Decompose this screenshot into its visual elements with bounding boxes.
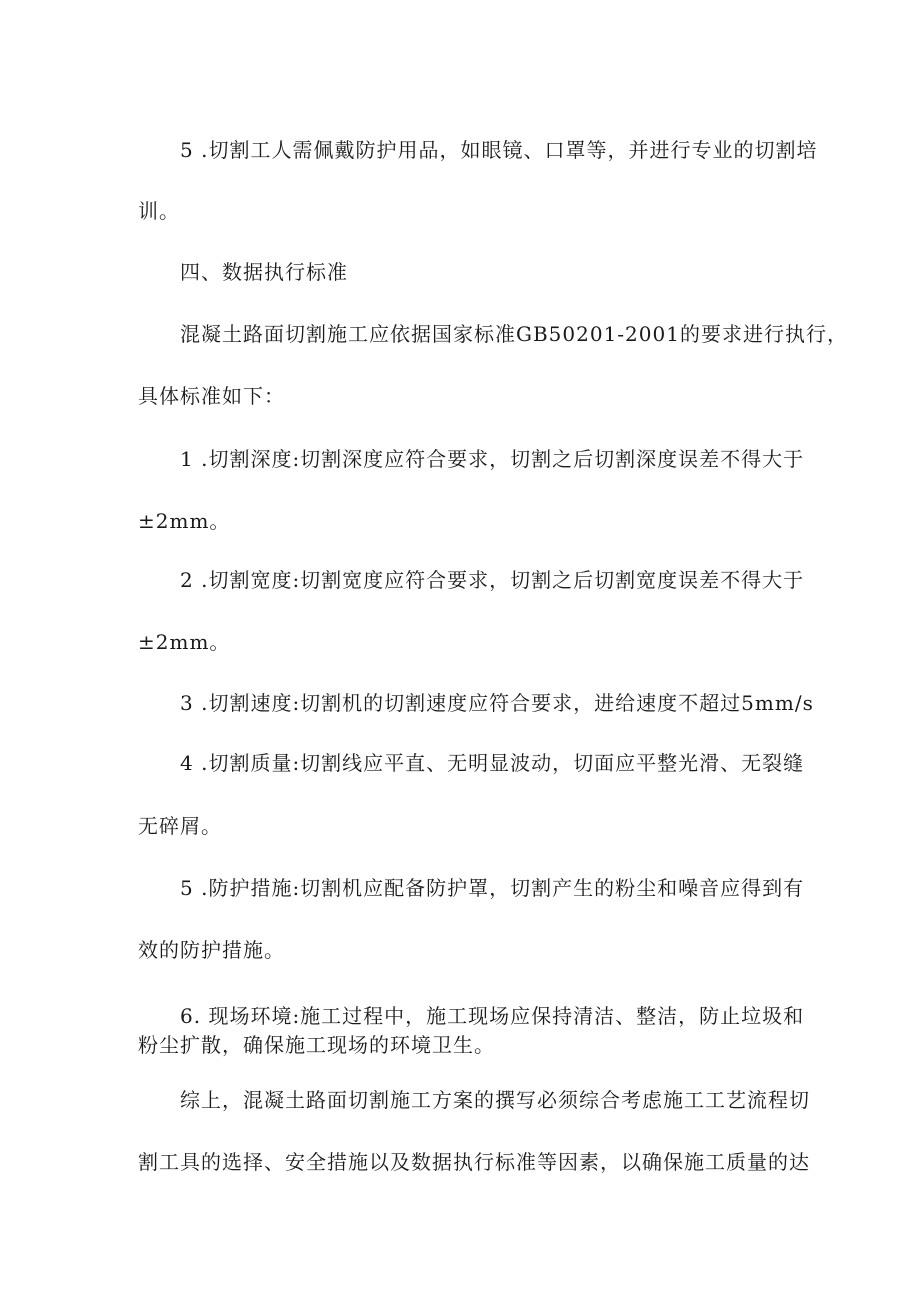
standard-6-environment-line-2: 粉尘扩散，确保施工现场的环境卫生。 bbox=[138, 1033, 495, 1057]
standard-2-width-line-2: ±2mm。 bbox=[138, 630, 231, 654]
item-5-training-line-2: 训。 bbox=[138, 199, 180, 223]
standard-5-protection-line-2: 效的防护措施。 bbox=[138, 938, 285, 962]
standards-intro-line-1: 混凝土路面切割施工应依据国家标准GB50201-2001的要求进行执行， bbox=[180, 322, 848, 346]
standard-6-environment-line-1: 6. 现场环境:施工过程中，施工现场应保持清洁、整洁，防止垃圾和 bbox=[180, 1004, 805, 1028]
standard-1-depth-line-1: 1 .切割深度:切割深度应符合要求，切割之后切割深度误差不得大于 bbox=[180, 447, 805, 471]
conclusion-line-1: 综上，混凝土路面切割施工方案的撰写必须综合考虑施工工艺流程切 bbox=[180, 1088, 810, 1112]
standard-1-depth-line-2: ±2mm。 bbox=[138, 509, 231, 533]
standard-4-quality-line-2: 无碎屑。 bbox=[138, 814, 222, 838]
standards-intro-line-2: 具体标准如下： bbox=[138, 384, 285, 408]
section-heading-data-standards: 四、数据执行标准 bbox=[180, 260, 348, 284]
standard-2-width-line-1: 2 .切割宽度:切割宽度应符合要求，切割之后切割宽度误差不得大于 bbox=[180, 568, 805, 592]
standard-5-protection-line-1: 5 .防护措施:切割机应配备防护罩，切割产生的粉尘和噪音应得到有 bbox=[180, 876, 805, 900]
standard-4-quality-line-1: 4 .切割质量:切割线应平直、无明显波动，切面应平整光滑、无裂缝 bbox=[180, 751, 805, 775]
standard-3-speed-line: 3 .切割速度:切割机的切割速度应符合要求，进给速度不超过5mm∕s bbox=[180, 691, 814, 715]
conclusion-line-2: 割工具的选择、安全措施以及数据执行标准等因素，以确保施工质量的达 bbox=[138, 1150, 810, 1174]
item-5-training-line-1: 5 .切割工人需佩戴防护用品，如眼镜、口罩等，并进行专业的切割培 bbox=[180, 138, 818, 162]
